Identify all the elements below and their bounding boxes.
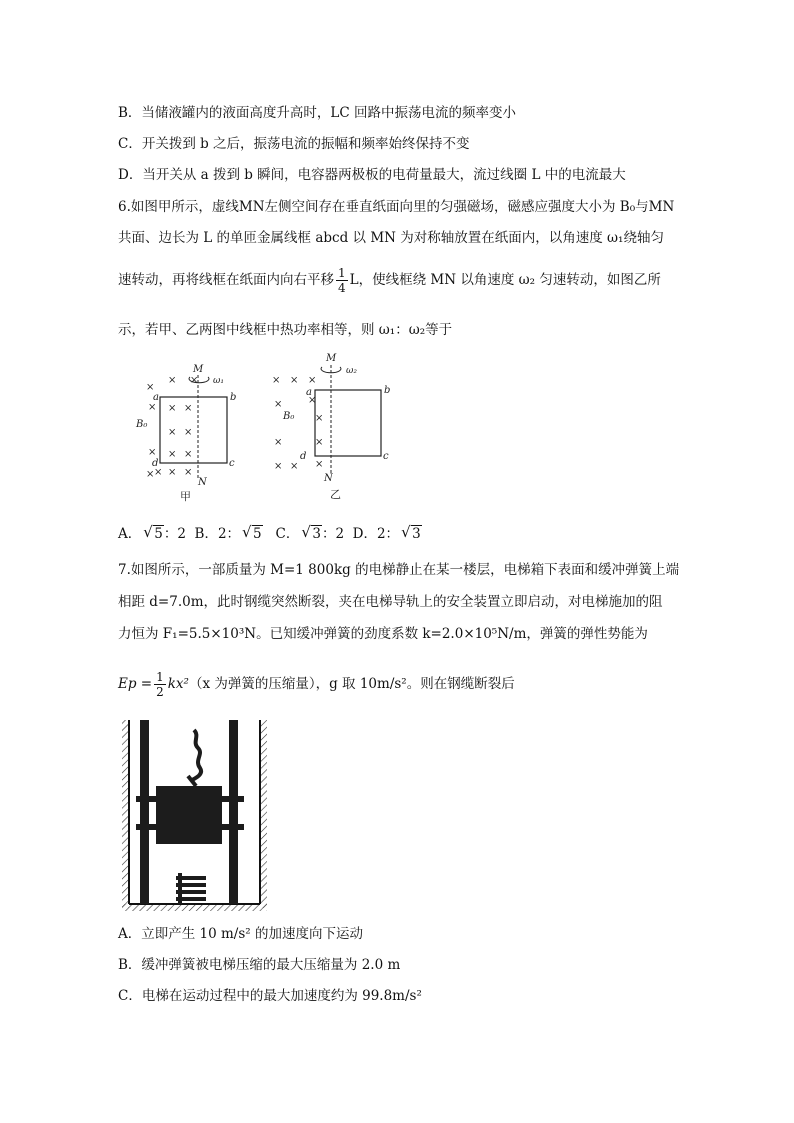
svg-text:×: × xyxy=(274,437,283,448)
svg-text:×: × xyxy=(168,375,177,386)
q6-stem-line4: 示，若甲、乙两图中线框中热功率相等，则 ω₁：ω₂等于 xyxy=(118,322,453,338)
svg-text:M: M xyxy=(326,353,337,364)
broken-cable xyxy=(192,730,201,780)
svg-text:×: × xyxy=(274,461,283,472)
q7-equals: = xyxy=(140,676,153,692)
svg-text:a: a xyxy=(153,392,159,403)
q6-option-d-sqrt: √ 3 xyxy=(401,524,422,544)
left-guide-rail xyxy=(140,720,149,904)
q6-option-b-sqrt: √ 5 xyxy=(242,524,263,544)
q7-stem-line3: 力恒为 F₁=5.5×10³N。已知缓冲弹簧的劲度系数 k=2.0×10⁵N/m，弹簧的弹性势能为 xyxy=(118,626,648,642)
q7-stem-line1: 7.如图所示，一部质量为 M=1 800kg 的电梯静止在某一楼层，电梯箱下表面和缓冲弹簧上端 xyxy=(118,562,680,578)
q6-option-d-label: D．2： xyxy=(352,526,400,542)
q5-option-b: B．当储液罐内的液面高度升高时，LC 回路中振荡电流的频率变小 xyxy=(118,105,517,121)
svg-text:×: × xyxy=(148,447,157,458)
svg-text:×: × xyxy=(315,459,324,470)
svg-text:×: × xyxy=(190,375,199,386)
svg-text:ω₂: ω₂ xyxy=(346,366,357,376)
svg-text:×: × xyxy=(290,375,299,386)
svg-text:b: b xyxy=(384,385,391,396)
svg-text:c: c xyxy=(383,451,389,462)
q6-option-a-sqrt: √ 5 xyxy=(143,524,164,544)
svg-text:×: × xyxy=(168,403,177,414)
svg-text:×: × xyxy=(184,449,193,460)
svg-text:×: × xyxy=(146,469,155,480)
right-guide-rail xyxy=(229,720,238,904)
q6-stem-line1: 6.如图甲所示，虚线MN左侧空间存在垂直纸面向里的匀强磁场，磁感应强度大小为 B₀与MN xyxy=(118,199,675,215)
q6-stem-line2: 共面、边长为 L 的单匝金属线框 abcd 以 MN 为对称轴放置在纸面内，以角速度 ω₁绕轴匀 xyxy=(118,230,664,246)
q7-stem-line2: 相距 d=7.0m，此时钢缆突然断裂，夹在电梯导轨上的安全装置立即启动，对电梯施加的阻 xyxy=(118,594,663,610)
q6-option-c-sqrt: √ 3 xyxy=(301,524,322,544)
svg-text:B₀: B₀ xyxy=(283,411,295,422)
svg-text:×: × xyxy=(315,437,324,448)
q7-fraction: $\frac{1}{2}$ xyxy=(156,670,164,699)
svg-text:N: N xyxy=(324,473,333,484)
svg-text:a: a xyxy=(306,387,312,398)
svg-text:×: × xyxy=(146,382,155,393)
q6-option-a-rest: ：2 xyxy=(163,526,186,542)
q6-fraction: $\frac{1}{4}$ xyxy=(338,266,346,295)
svg-text:ω₁: ω₁ xyxy=(213,376,224,386)
q7-kx2: kx² xyxy=(167,676,189,692)
q6-options xyxy=(118,524,422,544)
svg-text:×: × xyxy=(308,395,317,406)
right-wall-hatch xyxy=(260,720,267,908)
svg-text:×: × xyxy=(168,427,177,438)
svg-text:×: × xyxy=(272,375,281,386)
svg-text:×: × xyxy=(168,449,177,460)
svg-text:×: × xyxy=(315,413,324,424)
q6-figure xyxy=(118,345,410,511)
svg-text:×: × xyxy=(184,427,193,438)
svg-text:N: N xyxy=(198,477,207,488)
svg-text:×: × xyxy=(184,403,193,414)
q6-line3-post: L，使线框绕 MN 以角速度 ω₂ 匀速转动，如图乙所 xyxy=(349,272,661,288)
q6-option-c-label: C． xyxy=(275,526,300,542)
q7-line4-post: （x 为弹簧的压缩量），g 取 10m/s²。则在钢缆断裂后 xyxy=(188,676,515,692)
q6-line3-pre: 速转动，再将线框在纸面内向右平移 xyxy=(118,272,334,288)
svg-text:M: M xyxy=(193,364,204,375)
svg-text:d: d xyxy=(300,451,307,462)
buffer-spring xyxy=(176,873,206,904)
svg-text:b: b xyxy=(230,392,237,403)
svg-text:d: d xyxy=(152,458,159,469)
q7-stem-line4 xyxy=(118,670,515,699)
q7-option-b: B．缓冲弹簧被电梯压缩的最大压缩量为 2.0 m xyxy=(118,957,401,973)
q6-option-a-label: A． xyxy=(118,526,142,542)
q7-elevator-figure xyxy=(122,716,268,912)
svg-text:×: × xyxy=(154,467,163,478)
svg-text:c: c xyxy=(229,458,235,469)
svg-text:×: × xyxy=(184,467,193,478)
q6-option-b-label: B．2： xyxy=(194,526,241,542)
svg-text:×: × xyxy=(148,402,157,413)
svg-text:甲: 甲 xyxy=(180,490,191,503)
q7-ep-symbol: Ep xyxy=(118,676,137,692)
left-wall-hatch xyxy=(122,720,129,908)
q7-option-c: C．电梯在运动过程中的最大加速度约为 99.8m/s² xyxy=(118,988,422,1004)
svg-text:B₀: B₀ xyxy=(136,419,148,430)
q7-option-a: A．立即产生 10 m/s² 的加速度向下运动 xyxy=(118,926,363,942)
floor-hatch xyxy=(122,904,267,911)
q6-option-c-rest: ：2 xyxy=(321,526,345,542)
svg-text:×: × xyxy=(274,399,283,410)
svg-text:×: × xyxy=(290,461,299,472)
q5-option-d: D．当开关从 a 拨到 b 瞬间，电容器两极板的电荷量最大，流过线圈 L 中的电流最大 xyxy=(118,167,626,183)
svg-text:×: × xyxy=(168,467,177,478)
svg-text:×: × xyxy=(308,375,317,386)
q6-stem-line3 xyxy=(118,266,661,295)
q5-option-c: C．开关拨到 b 之后，振荡电流的振幅和频率始终保持不变 xyxy=(118,136,470,152)
elevator-car xyxy=(156,786,222,844)
svg-text:乙: 乙 xyxy=(330,488,341,501)
